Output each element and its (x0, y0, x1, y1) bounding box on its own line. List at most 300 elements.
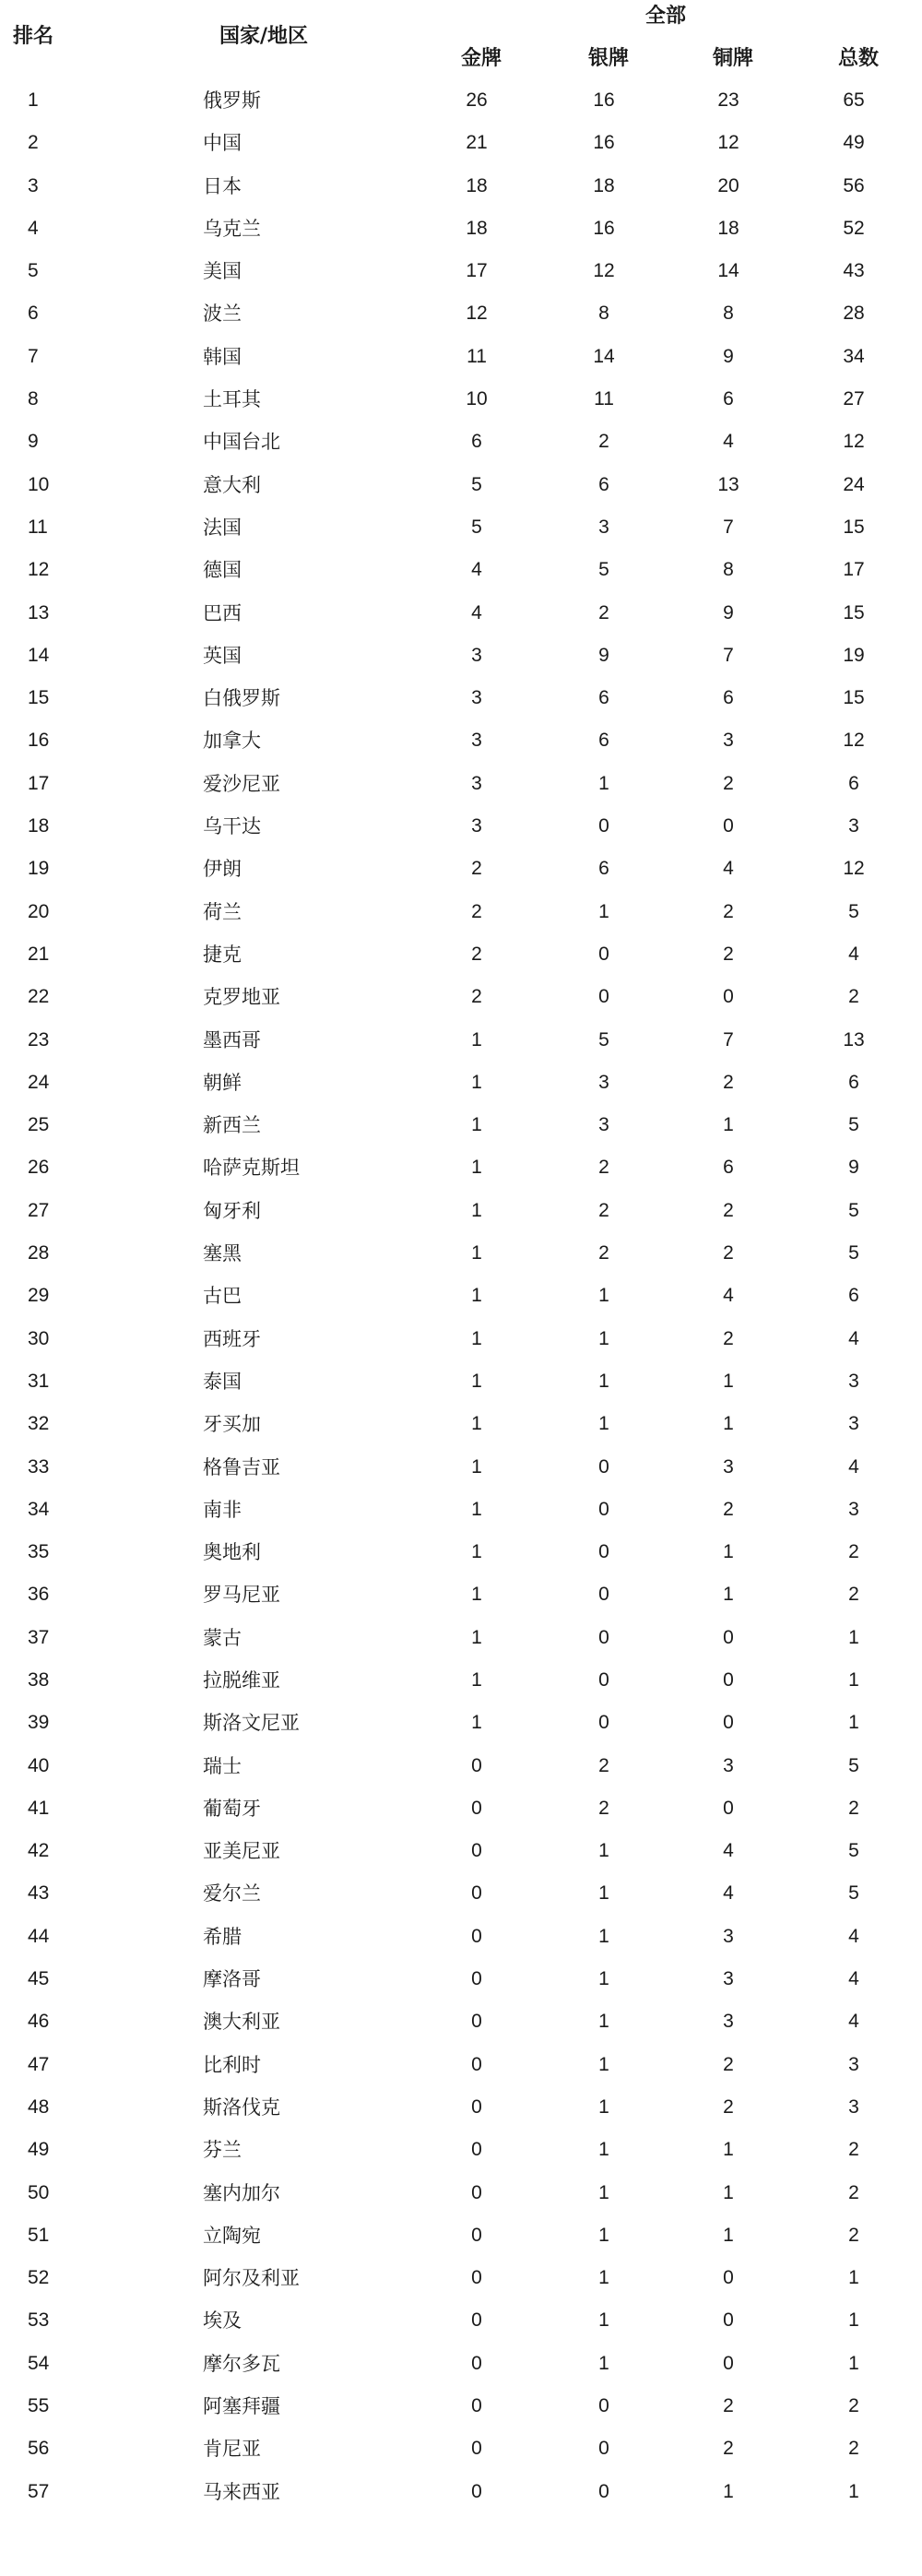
table-row (0, 1830, 922, 1872)
gold-cell: 0 (471, 1968, 482, 1990)
country-cell: 加拿大 (203, 730, 261, 753)
silver-cell: 1 (598, 2011, 609, 2033)
table-row (0, 336, 922, 378)
country-cell: 日本 (203, 174, 242, 197)
rank-cell: 54 (28, 2352, 50, 2374)
table-row (0, 1019, 922, 1062)
country-cell: 蒙古 (203, 1626, 242, 1649)
gold-cell: 5 (471, 516, 482, 538)
rank-cell: 23 (28, 1028, 50, 1051)
gold-cell: 0 (471, 1754, 482, 1776)
total-cell: 15 (843, 516, 865, 538)
table-row (0, 1745, 922, 1787)
rank-cell: 3 (28, 174, 39, 196)
gold-cell: 1 (471, 1712, 482, 1734)
bronze-cell: 7 (723, 1028, 734, 1051)
silver-cell: 0 (598, 1626, 609, 1648)
silver-cell: 6 (598, 687, 609, 709)
total-cell: 5 (848, 1199, 859, 1221)
rank-cell: 31 (28, 1370, 50, 1392)
silver-cell: 3 (598, 516, 609, 538)
bronze-cell: 1 (723, 2181, 734, 2203)
silver-cell: 18 (593, 174, 615, 196)
country-cell: 泰国 (203, 1370, 242, 1393)
total-cell: 6 (848, 1071, 859, 1093)
gold-cell: 1 (471, 1157, 482, 1179)
bronze-cell: 6 (723, 388, 734, 410)
total-cell: 17 (843, 559, 865, 581)
rank-cell: 9 (28, 431, 39, 453)
silver-cell: 1 (598, 2352, 609, 2374)
table-row (0, 848, 922, 890)
total-cell: 4 (848, 943, 859, 965)
rank-cell: 38 (28, 1668, 50, 1691)
rank-cell: 42 (28, 1840, 50, 1862)
bronze-cell: 1 (723, 1584, 734, 1606)
rank-cell: 43 (28, 1882, 50, 1905)
gold-cell: 0 (471, 1840, 482, 1862)
bronze-cell: 20 (717, 174, 739, 196)
gold-cell: 1 (471, 1370, 482, 1392)
gold-cell: 1 (471, 1242, 482, 1264)
total-cell: 2 (848, 1541, 859, 1563)
silver-cell: 2 (598, 1199, 609, 1221)
rank-cell: 55 (28, 2395, 50, 2417)
gold-cell: 4 (471, 601, 482, 623)
silver-cell: 2 (598, 1797, 609, 1819)
country-cell: 比利时 (203, 2053, 261, 2076)
gold-cell: 0 (471, 1925, 482, 1947)
bronze-cell: 0 (723, 2352, 734, 2374)
silver-cell: 1 (598, 1285, 609, 1307)
country-cell: 墨西哥 (203, 1028, 261, 1051)
gold-cell: 18 (466, 174, 488, 196)
rank-cell: 57 (28, 2480, 50, 2502)
rank-cell: 35 (28, 1541, 50, 1563)
rank-cell: 26 (28, 1157, 50, 1179)
table-row (0, 1446, 922, 1489)
table-row (0, 891, 922, 933)
total-cell: 2 (848, 2181, 859, 2203)
table-row (0, 1190, 922, 1232)
total-cell: 2 (848, 986, 859, 1008)
silver-cell: 16 (593, 217, 615, 239)
rank-cell: 49 (28, 2139, 50, 2161)
table-row (0, 2385, 922, 2428)
total-cell: 5 (848, 1840, 859, 1862)
bronze-cell: 1 (723, 2480, 734, 2502)
rank-cell: 21 (28, 943, 50, 965)
country-cell: 塞内加尔 (203, 2181, 280, 2204)
silver-cell: 1 (598, 1370, 609, 1392)
rank-cell: 13 (28, 601, 50, 623)
country-cell: 爱沙尼亚 (203, 772, 280, 795)
silver-cell: 1 (598, 1882, 609, 1905)
table-row (0, 2343, 922, 2385)
table-row (0, 250, 922, 292)
country-cell: 南非 (203, 1498, 242, 1521)
gold-cell: 5 (471, 473, 482, 495)
silver-cell: 2 (598, 1242, 609, 1264)
total-cell: 2 (848, 2139, 859, 2161)
table-row (0, 2214, 922, 2257)
table-row (0, 1573, 922, 1616)
bronze-cell: 3 (723, 730, 734, 752)
gold-cell: 6 (471, 431, 482, 453)
total-cell: 4 (848, 2011, 859, 2033)
silver-cell: 1 (598, 2095, 609, 2118)
silver-cell: 1 (598, 1925, 609, 1947)
bronze-cell: 0 (723, 815, 734, 837)
silver-cell: 1 (598, 2267, 609, 2289)
bronze-cell: 4 (723, 1285, 734, 1307)
table-row (0, 208, 922, 250)
silver-cell: 0 (598, 815, 609, 837)
silver-cell: 1 (598, 900, 609, 922)
bronze-cell: 1 (723, 2139, 734, 2161)
total-cell: 3 (848, 2053, 859, 2075)
table-row (0, 165, 922, 208)
total-cell: 1 (848, 2480, 859, 2502)
total-cell: 1 (848, 1626, 859, 1648)
total-cell: 5 (848, 1882, 859, 1905)
silver-cell: 6 (598, 730, 609, 752)
bronze-cell: 2 (723, 1327, 734, 1349)
country-cell: 哈萨克斯坦 (203, 1157, 300, 1180)
total-cell: 2 (848, 1797, 859, 1819)
rank-cell: 25 (28, 1114, 50, 1136)
silver-column-header: 银牌 (587, 47, 629, 70)
bronze-cell: 2 (723, 1071, 734, 1093)
country-column-header: 国家/地区 (219, 25, 309, 48)
medal-table (0, 79, 922, 2513)
country-cell: 阿塞拜疆 (203, 2395, 280, 2418)
gold-cell: 0 (471, 2480, 482, 2502)
table-row (0, 1872, 922, 1915)
table-row (0, 1916, 922, 1958)
gold-cell: 0 (471, 2395, 482, 2417)
total-cell: 27 (843, 388, 865, 410)
gold-cell: 3 (471, 644, 482, 666)
total-column-header: 总数 (837, 47, 879, 70)
silver-cell: 3 (598, 1071, 609, 1093)
rank-cell: 6 (28, 303, 39, 325)
rank-cell: 56 (28, 2438, 50, 2460)
gold-cell: 4 (471, 559, 482, 581)
bronze-cell: 4 (723, 1882, 734, 1905)
total-cell: 2 (848, 2395, 859, 2417)
bronze-cell: 0 (723, 2309, 734, 2332)
country-cell: 瑞士 (203, 1754, 242, 1777)
country-cell: 意大利 (203, 473, 261, 496)
rank-cell: 50 (28, 2181, 50, 2203)
table-row (0, 1275, 922, 1317)
rank-cell: 4 (28, 217, 39, 239)
country-cell: 斯洛伐克 (203, 2095, 280, 2119)
bronze-cell: 9 (723, 601, 734, 623)
rank-cell: 12 (28, 559, 50, 581)
rank-cell: 40 (28, 1754, 50, 1776)
country-cell: 格鲁吉亚 (203, 1455, 280, 1478)
silver-cell: 1 (598, 1327, 609, 1349)
gold-cell: 1 (471, 1626, 482, 1648)
country-cell: 美国 (203, 260, 242, 283)
country-cell: 中国 (203, 132, 242, 155)
silver-cell: 2 (598, 1754, 609, 1776)
rank-cell: 44 (28, 1925, 50, 1947)
gold-cell: 26 (466, 89, 488, 111)
bronze-cell: 0 (723, 1712, 734, 1734)
bronze-cell: 6 (723, 687, 734, 709)
bronze-cell: 3 (723, 1754, 734, 1776)
gold-cell: 0 (471, 2011, 482, 2033)
bronze-cell: 1 (723, 1370, 734, 1392)
total-cell: 3 (848, 1498, 859, 1520)
country-cell: 塞黑 (203, 1242, 242, 1265)
country-cell: 拉脱维亚 (203, 1668, 280, 1692)
table-row (0, 464, 922, 506)
rank-cell: 10 (28, 473, 50, 495)
country-cell: 摩洛哥 (203, 1968, 261, 1991)
bronze-cell: 2 (723, 1498, 734, 1520)
total-cell: 24 (843, 473, 865, 495)
bronze-cell: 3 (723, 1455, 734, 1478)
total-cell: 15 (843, 601, 865, 623)
total-cell: 56 (843, 174, 865, 196)
gold-cell: 0 (471, 2095, 482, 2118)
rank-cell: 45 (28, 1968, 50, 1990)
gold-cell: 21 (466, 132, 488, 154)
country-cell: 斯洛文尼亚 (203, 1712, 300, 1735)
bronze-cell: 2 (723, 943, 734, 965)
rank-cell: 7 (28, 345, 39, 367)
silver-cell: 0 (598, 1498, 609, 1520)
rank-cell: 22 (28, 986, 50, 1008)
bronze-cell: 13 (717, 473, 739, 495)
bronze-cell: 1 (723, 1413, 734, 1435)
silver-cell: 0 (598, 943, 609, 965)
rank-cell: 32 (28, 1413, 50, 1435)
country-cell: 韩国 (203, 345, 242, 368)
rank-cell: 11 (28, 516, 48, 538)
silver-cell: 14 (593, 345, 615, 367)
total-cell: 13 (843, 1028, 865, 1051)
gold-cell: 18 (466, 217, 488, 239)
country-cell: 埃及 (203, 2309, 242, 2333)
country-cell: 波兰 (203, 303, 242, 326)
gold-cell: 1 (471, 1028, 482, 1051)
rank-cell: 51 (28, 2224, 50, 2246)
country-cell: 荷兰 (203, 900, 242, 923)
bronze-cell: 2 (723, 2053, 734, 2075)
gold-cell: 0 (471, 2267, 482, 2289)
rank-cell: 52 (28, 2267, 50, 2289)
gold-cell: 0 (471, 2438, 482, 2460)
country-cell: 摩尔多瓦 (203, 2352, 280, 2375)
country-cell: 葡萄牙 (203, 1797, 261, 1820)
total-cell: 12 (843, 431, 865, 453)
bronze-cell: 1 (723, 2224, 734, 2246)
table-row (0, 79, 922, 122)
silver-cell: 1 (598, 2181, 609, 2203)
total-cell: 4 (848, 1455, 859, 1478)
rank-cell: 14 (28, 644, 50, 666)
rank-cell: 2 (28, 132, 39, 154)
bronze-cell: 2 (723, 900, 734, 922)
total-cell: 4 (848, 1925, 859, 1947)
table-row (0, 2428, 922, 2470)
silver-cell: 0 (598, 1541, 609, 1563)
silver-cell: 0 (598, 1455, 609, 1478)
table-row (0, 1403, 922, 1445)
table-row (0, 1360, 922, 1403)
gold-cell: 1 (471, 1541, 482, 1563)
rank-cell: 16 (28, 730, 50, 752)
gold-cell: 0 (471, 2053, 482, 2075)
silver-cell: 1 (598, 2139, 609, 2161)
rank-cell: 28 (28, 1242, 50, 1264)
rank-cell: 41 (28, 1797, 50, 1819)
gold-cell: 1 (471, 1114, 482, 1136)
table-row (0, 719, 922, 762)
silver-cell: 8 (598, 303, 609, 325)
table-row (0, 1062, 922, 1104)
group-header-all: 全部 (645, 5, 687, 28)
total-cell: 12 (843, 858, 865, 880)
table-row (0, 677, 922, 719)
gold-cell: 1 (471, 1413, 482, 1435)
country-cell: 古巴 (203, 1285, 242, 1308)
bronze-cell: 0 (723, 1626, 734, 1648)
gold-cell: 12 (466, 303, 488, 325)
gold-cell: 3 (471, 730, 482, 752)
total-cell: 9 (848, 1157, 859, 1179)
gold-cell: 1 (471, 1584, 482, 1606)
rank-cell: 5 (28, 260, 39, 282)
bronze-cell: 3 (723, 2011, 734, 2033)
silver-cell: 12 (593, 260, 615, 282)
bronze-cell: 2 (723, 772, 734, 794)
gold-cell: 0 (471, 2352, 482, 2374)
country-cell: 亚美尼亚 (203, 1840, 280, 1863)
total-cell: 6 (848, 1285, 859, 1307)
bronze-cell: 1 (723, 1541, 734, 1563)
bronze-cell: 1 (723, 1114, 734, 1136)
country-cell: 捷克 (203, 943, 242, 966)
rank-cell: 34 (28, 1498, 50, 1520)
country-cell: 土耳其 (203, 388, 261, 411)
table-row (0, 1958, 922, 2000)
table-row (0, 549, 922, 591)
silver-cell: 11 (594, 388, 614, 410)
bronze-cell: 2 (723, 1199, 734, 1221)
total-cell: 34 (843, 345, 865, 367)
bronze-cell: 4 (723, 431, 734, 453)
rank-cell: 33 (28, 1455, 50, 1478)
gold-cell: 17 (466, 260, 488, 282)
rank-column-header: 排名 (13, 25, 54, 48)
table-row (0, 2257, 922, 2299)
bronze-cell: 12 (717, 132, 739, 154)
country-cell: 芬兰 (203, 2139, 242, 2162)
table-row (0, 1104, 922, 1146)
total-cell: 4 (848, 1327, 859, 1349)
gold-cell: 1 (471, 1455, 482, 1478)
gold-cell: 1 (471, 1285, 482, 1307)
table-row (0, 635, 922, 677)
silver-cell: 3 (598, 1114, 609, 1136)
total-cell: 5 (848, 1754, 859, 1776)
table-row (0, 2086, 922, 2129)
table-row (0, 1232, 922, 1275)
silver-cell: 1 (598, 1413, 609, 1435)
silver-cell: 1 (598, 1968, 609, 1990)
rank-cell: 48 (28, 2095, 50, 2118)
silver-cell: 2 (598, 1157, 609, 1179)
rank-cell: 27 (28, 1199, 50, 1221)
bronze-cell: 6 (723, 1157, 734, 1179)
country-cell: 匈牙利 (203, 1199, 261, 1222)
gold-cell: 1 (471, 1668, 482, 1691)
rank-cell: 8 (28, 388, 39, 410)
rank-cell: 20 (28, 900, 50, 922)
total-cell: 4 (848, 1968, 859, 1990)
rank-cell: 17 (28, 772, 50, 794)
total-cell: 1 (848, 1712, 859, 1734)
table-row (0, 1531, 922, 1573)
silver-cell: 1 (598, 2224, 609, 2246)
table-row (0, 1787, 922, 1830)
silver-cell: 0 (598, 2438, 609, 2460)
gold-cell: 0 (471, 2309, 482, 2332)
table-row (0, 2044, 922, 2086)
rank-cell: 15 (28, 687, 50, 709)
gold-cell: 0 (471, 1797, 482, 1819)
total-cell: 5 (848, 900, 859, 922)
gold-cell: 0 (471, 2181, 482, 2203)
bronze-cell: 14 (717, 260, 739, 282)
table-row (0, 122, 922, 164)
gold-cell: 3 (471, 815, 482, 837)
table-row (0, 1318, 922, 1360)
silver-cell: 0 (598, 2395, 609, 2417)
gold-cell: 3 (471, 687, 482, 709)
silver-cell: 16 (593, 89, 615, 111)
country-cell: 中国台北 (203, 431, 280, 454)
table-row (0, 2471, 922, 2513)
table-row (0, 976, 922, 1018)
silver-cell: 1 (598, 772, 609, 794)
bronze-cell: 3 (723, 1968, 734, 1990)
country-cell: 俄罗斯 (203, 89, 261, 112)
gold-cell: 0 (471, 2224, 482, 2246)
table-row (0, 1702, 922, 1744)
silver-cell: 2 (598, 431, 609, 453)
bronze-cell: 3 (723, 1925, 734, 1947)
country-cell: 乌干达 (203, 815, 261, 838)
country-cell: 德国 (203, 559, 242, 582)
country-cell: 伊朗 (203, 858, 242, 881)
table-row (0, 2129, 922, 2171)
bronze-cell: 8 (723, 303, 734, 325)
rank-cell: 53 (28, 2309, 50, 2332)
silver-cell: 5 (598, 1028, 609, 1051)
rank-cell: 30 (28, 1327, 50, 1349)
bronze-cell: 18 (717, 217, 739, 239)
bronze-cell: 4 (723, 1840, 734, 1862)
table-row (0, 421, 922, 463)
bronze-cell: 2 (723, 2095, 734, 2118)
